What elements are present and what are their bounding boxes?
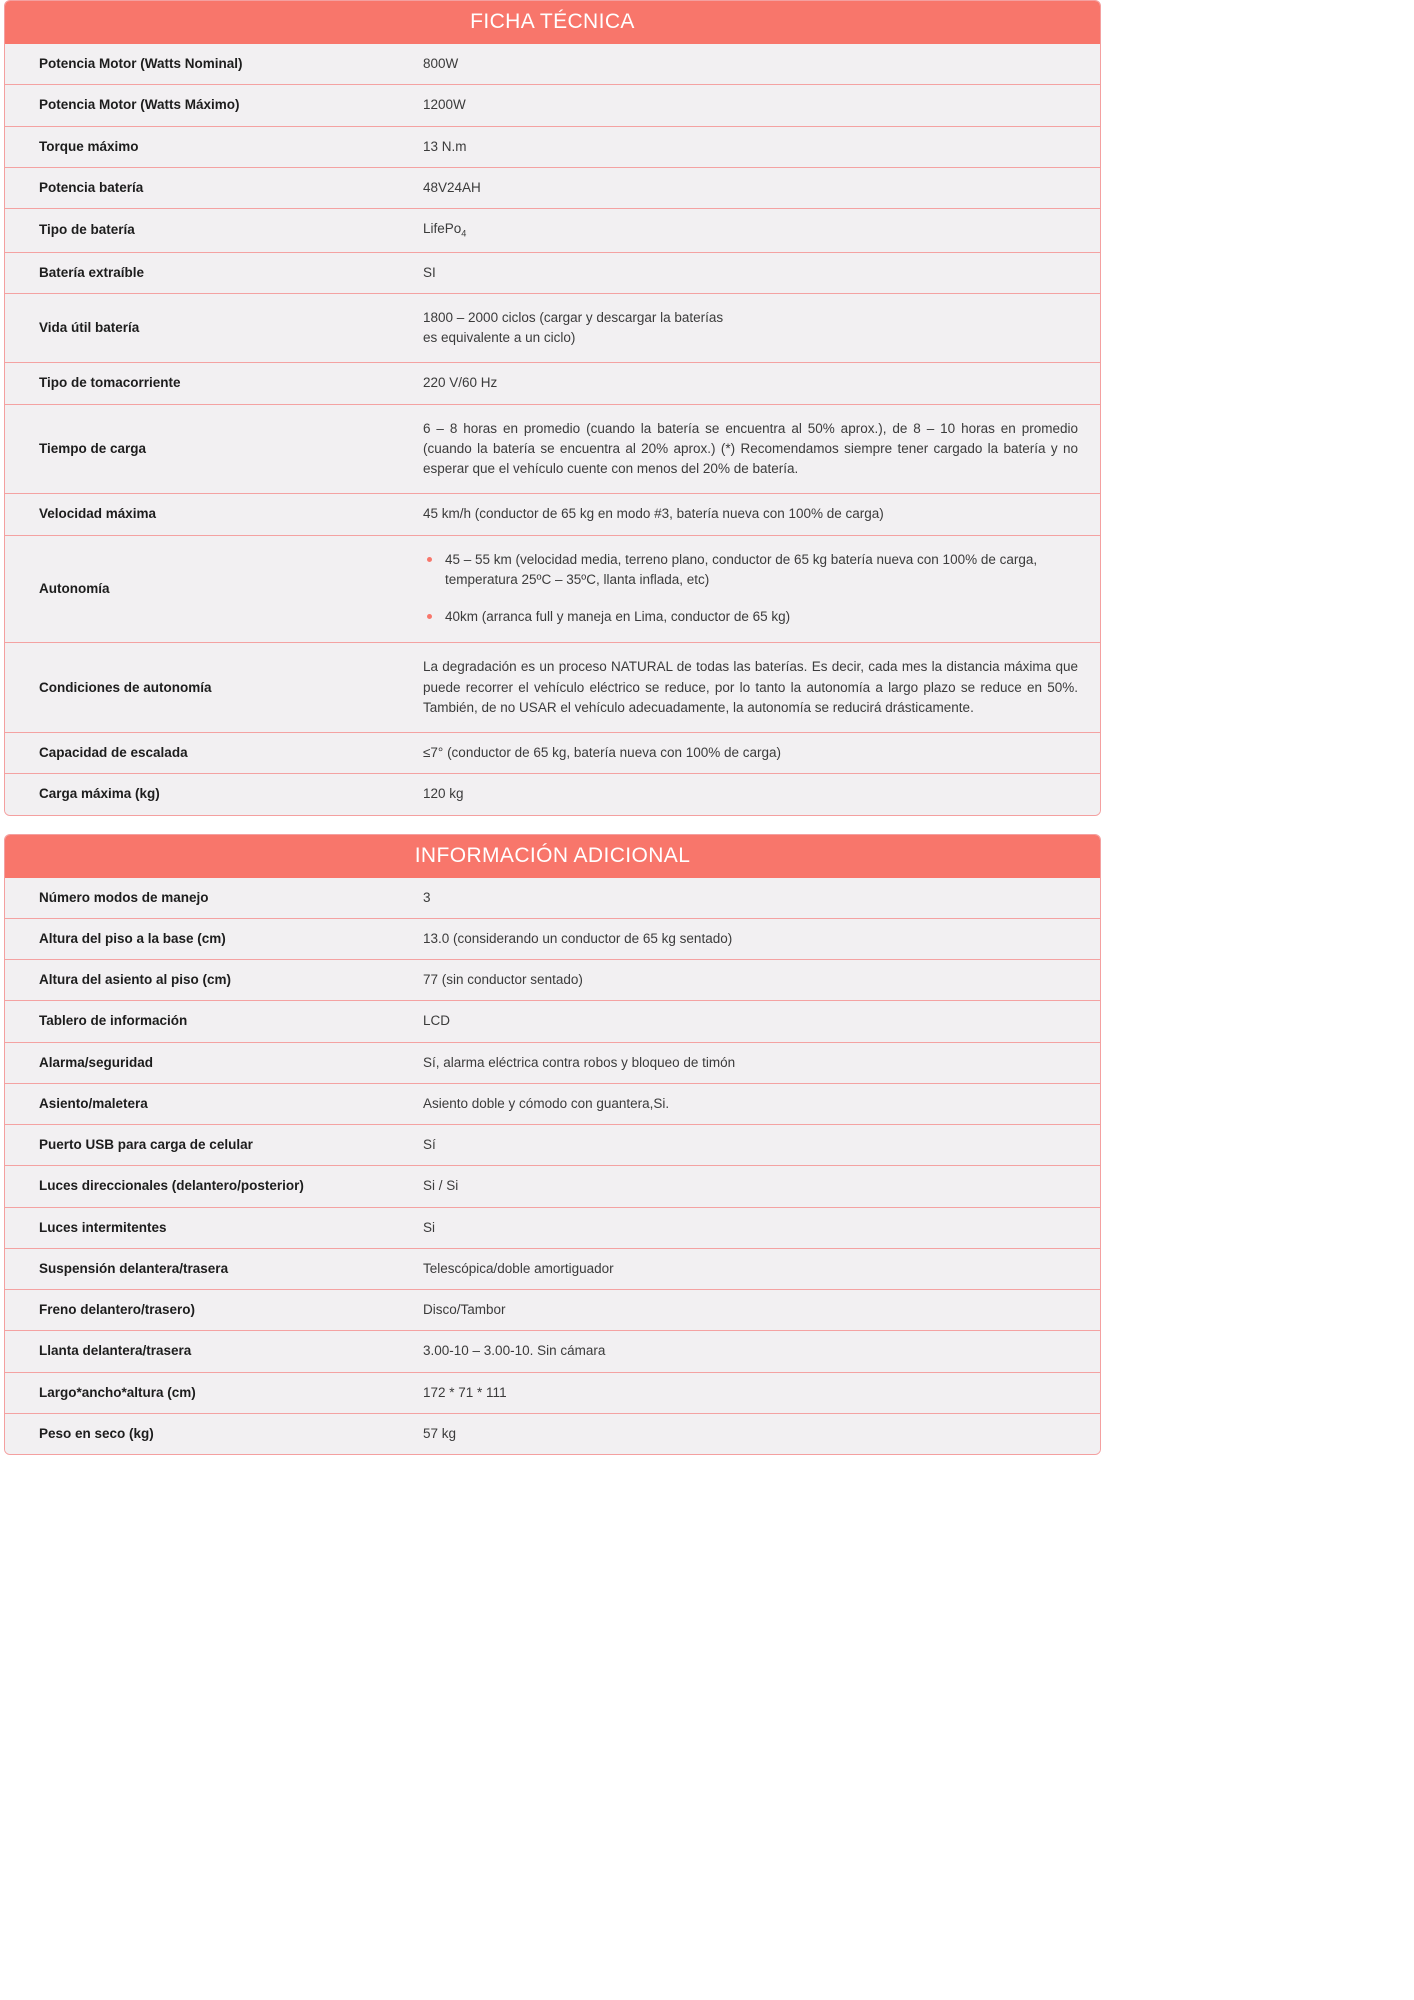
spec-value-tiempo-de-carga: 6 – 8 horas en promedio (cuando la batería se encuentra al 50% aprox.), de 8 – 10 horas en promedio (cuando la batería se encuentra al 20% aprox.) (*) Recomendamos siempre tener cargado la batería y no esperar que el vehículo cuente con menos del 20% de batería.	[423, 420, 1078, 477]
table-row	[5, 85, 1100, 126]
spec-value-bateria-extraible: SI	[423, 264, 436, 280]
table-row	[5, 1373, 1100, 1414]
spec-label-alarma-seguridad: Alarma/seguridad	[39, 1054, 154, 1070]
table-row	[5, 643, 1100, 733]
spec-label-freno-delantero-trasero: Freno delantero/trasero)	[39, 1302, 196, 1318]
table-row	[5, 1125, 1100, 1166]
spec-value-altura-del-piso-a-la-base-cm: 13.0 (considerando un conductor de 65 kg sentado)	[423, 930, 733, 946]
spec-value-potencia-motor-watts-nominal: 800W	[423, 56, 459, 72]
spec-value-altura-del-asiento-al-piso-cm: 77 (sin conductor sentado)	[423, 972, 583, 988]
table-row	[5, 1001, 1100, 1042]
spec-value-autonomia	[423, 536, 1100, 643]
spec-value-freno-delantero-trasero: Disco/Tambor	[423, 1302, 506, 1318]
table-row	[5, 253, 1100, 294]
list-item: 45 – 55 km (velocidad media, terreno plano, conductor de 65 kg batería nueva con 100% de carga, temperatura 25ºC – 35ºC, llanta inflada, etc)	[423, 550, 1078, 592]
table-row	[5, 1084, 1100, 1125]
list-item: 40km (arranca full y maneja en Lima, conductor de 65 kg)	[423, 607, 1078, 628]
table-row	[5, 209, 1100, 252]
spec-value-luces-direccionales-delantero-posterior: Si / Si	[423, 1178, 459, 1194]
table-row	[5, 733, 1100, 774]
spec-label-torque-maximo: Torque máximo	[39, 138, 139, 154]
spec-value-carga-maxima-kg: 120 kg	[423, 786, 464, 802]
spec-value-luces-intermitentes: Si	[423, 1219, 436, 1235]
spec-value-numero-modos-de-manejo: 3	[423, 889, 431, 905]
spec-label-autonomia: Autonomía	[39, 580, 110, 596]
spec-value-torque-maximo: 13 N.m	[423, 138, 467, 154]
table-row	[5, 960, 1100, 1001]
spec-label-altura-del-asiento-al-piso-cm: Altura del asiento al piso (cm)	[39, 972, 232, 988]
value-line: es equivalente a un ciclo)	[423, 330, 576, 346]
spec-value-tablero-de-informacion: LCD	[423, 1013, 451, 1029]
spec-value-asiento-maletera: Asiento doble y cómodo con guantera,Si.	[423, 1095, 670, 1111]
table-row	[5, 168, 1100, 209]
spec-label-suspension-delantera-trasera: Suspensión delantera/trasera	[39, 1260, 229, 1276]
spec-label-vida-util-bateria: Vida útil batería	[39, 319, 140, 335]
spec-label-largo-ancho-altura-cm: Largo*ancho*altura (cm)	[39, 1384, 196, 1400]
spec-label-llanta-delantera-trasera: Llanta delantera/trasera	[39, 1343, 192, 1359]
value-line: 1800 – 2000 ciclos (cargar y descargar la baterías	[423, 309, 724, 325]
bullet-list	[423, 550, 1078, 629]
table-row	[5, 919, 1100, 960]
spec-value-alarma-seguridad: Sí, alarma eléctrica contra robos y bloqueo de timón	[423, 1054, 736, 1070]
section-spacer	[0, 816, 1414, 834]
table-row	[5, 1331, 1100, 1372]
table-row	[5, 1414, 1100, 1454]
table-row	[5, 1208, 1100, 1249]
spec-value-capacidad-de-escalada: ≤7° (conductor de 65 kg, batería nueva con 100% de carga)	[423, 745, 782, 761]
spec-label-tiempo-de-carga: Tiempo de carga	[39, 440, 147, 456]
spec-value-tipo-de-tomacorriente: 220 V/60 Hz	[423, 375, 498, 391]
spec-label-tablero-de-informacion: Tablero de información	[39, 1013, 188, 1029]
spec-value-llanta-delantera-trasera: 3.00-10 – 3.00-10. Sin cámara	[423, 1343, 606, 1359]
spec-value-potencia-motor-watts-maximo: 1200W	[423, 97, 466, 113]
spec-label-potencia-motor-watts-maximo: Potencia Motor (Watts Máximo)	[39, 97, 240, 113]
spec-rows-informacion-adicional	[5, 878, 1100, 1455]
spec-label-luces-direccionales-delantero-posterior: Luces direccionales (delantero/posterior)	[39, 1178, 304, 1194]
value-text: LifePo	[423, 221, 462, 237]
table-row	[5, 1290, 1100, 1331]
spec-card-informacion-adicional	[4, 834, 1101, 1456]
spec-value-tipo-de-bateria	[423, 209, 1100, 251]
spec-rows-ficha-tecnica	[5, 44, 1100, 814]
spec-label-luces-intermitentes: Luces intermitentes	[39, 1219, 167, 1235]
spec-label-potencia-bateria: Potencia batería	[39, 179, 144, 195]
table-row	[5, 1249, 1100, 1290]
table-row	[5, 494, 1100, 535]
spec-label-bateria-extraible: Batería extraíble	[39, 264, 145, 280]
spec-label-carga-maxima-kg: Carga máxima (kg)	[39, 786, 160, 802]
table-row	[5, 536, 1100, 644]
spec-label-numero-modos-de-manejo: Número modos de manejo	[39, 889, 209, 905]
table-row	[5, 294, 1100, 364]
section-title-informacion-adicional: INFORMACIÓN ADICIONAL	[5, 835, 1100, 878]
spec-label-tipo-de-tomacorriente: Tipo de tomacorriente	[39, 375, 181, 391]
spec-value-peso-en-seco-kg: 57 kg	[423, 1425, 457, 1441]
spec-card-ficha-tecnica	[4, 0, 1101, 816]
table-row	[5, 878, 1100, 919]
spec-label-condiciones-de-autonomia: Condiciones de autonomía	[39, 679, 212, 695]
spec-label-capacidad-de-escalada: Capacidad de escalada	[39, 745, 188, 761]
spec-value-velocidad-maxima: 45 km/h (conductor de 65 kg en modo #3, batería nueva con 100% de carga)	[423, 506, 884, 522]
table-row	[5, 405, 1100, 495]
spec-value-vida-util-bateria	[423, 294, 1100, 363]
spec-value-potencia-bateria: 48V24AH	[423, 179, 481, 195]
table-row	[5, 44, 1100, 85]
spec-label-velocidad-maxima: Velocidad máxima	[39, 506, 157, 522]
section-title-ficha-tecnica: FICHA TÉCNICA	[5, 1, 1100, 44]
spec-value-suspension-delantera-trasera: Telescópica/doble amortiguador	[423, 1260, 614, 1276]
spec-label-asiento-maletera: Asiento/maletera	[39, 1095, 148, 1111]
spec-label-puerto-usb-para-carga-de-celular: Puerto USB para carga de celular	[39, 1137, 253, 1153]
spec-label-potencia-motor-watts-nominal: Potencia Motor (Watts Nominal)	[39, 56, 243, 72]
spec-label-tipo-de-bateria: Tipo de batería	[39, 222, 135, 238]
spec-value-condiciones-de-autonomia: La degradación es un proceso NATURAL de todas las baterías. Es decir, cada mes la distancia máxima que puede recorrer el vehículo eléctrico se reduce, por lo tanto la autonomía a largo plazo se reduce en 50%. También, de no USAR el vehículo adecuadamente, la autonomía se reducirá drásticamente.	[423, 659, 1078, 715]
table-row	[5, 774, 1100, 814]
table-row	[5, 1043, 1100, 1084]
table-row	[5, 127, 1100, 168]
table-row	[5, 1166, 1100, 1207]
spec-label-peso-en-seco-kg: Peso en seco (kg)	[39, 1425, 154, 1441]
spec-value-puerto-usb-para-carga-de-celular: Sí	[423, 1137, 436, 1153]
table-row	[5, 363, 1100, 404]
value-subscript: 4	[461, 228, 467, 239]
spec-value-largo-ancho-altura-cm: 172 * 71 * 111	[423, 1384, 507, 1400]
spec-label-altura-del-piso-a-la-base-cm: Altura del piso a la base (cm)	[39, 930, 226, 946]
